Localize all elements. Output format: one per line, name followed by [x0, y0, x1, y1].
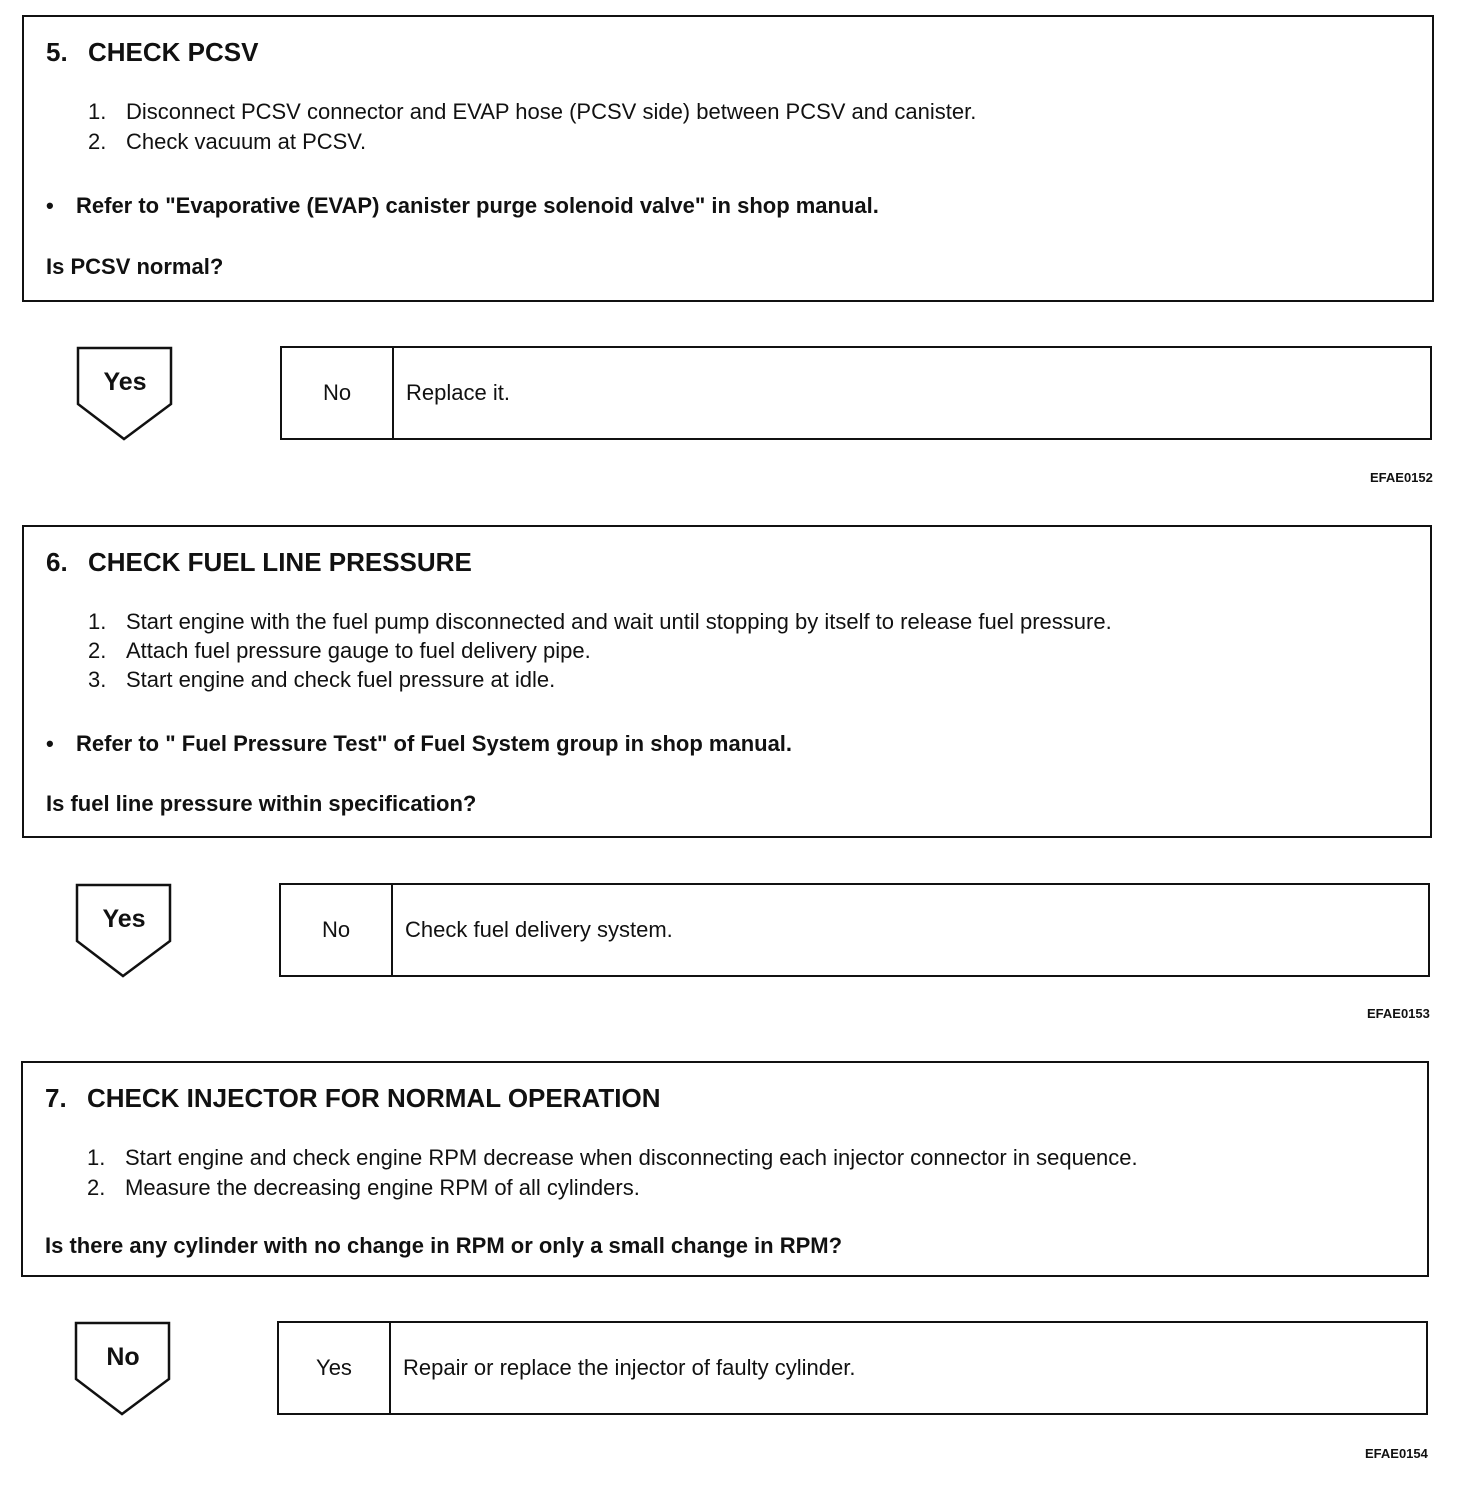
step-5-figure-code: EFAE0152 [1370, 470, 1433, 485]
step-5-box [22, 15, 1434, 302]
bullet-icon: • [46, 731, 54, 756]
step-7-title: 7. CHECK INJECTOR FOR NORMAL OPERATION [45, 1083, 661, 1113]
step-7-alt-action: Repair or replace the injector of faulty cylinder. [403, 1355, 856, 1380]
bullet-icon: • [46, 193, 54, 218]
step-7-alt-result [277, 1321, 1428, 1415]
step-7-instruction: 2. Measure the decreasing engine RPM of all cylinders. [87, 1175, 640, 1200]
step-6-instruction: 1. Start engine with the fuel pump disconnected and wait until stopping by itself to release fuel pressure. [88, 609, 1112, 634]
step-6-instruction: 3. Start engine and check fuel pressure at idle. [88, 667, 556, 692]
step-6-title: 6. CHECK FUEL LINE PRESSURE [46, 547, 472, 577]
step-5-note: • Refer to "Evaporative (EVAP) canister purge solenoid valve" in shop manual. [46, 193, 879, 218]
step-6-instruction: 2. Attach fuel pressure gauge to fuel delivery pipe. [88, 638, 591, 663]
step-6-alt-action: Check fuel delivery system. [405, 917, 673, 942]
step-6-box [22, 525, 1432, 838]
step-6-alt-label: No [281, 885, 393, 975]
step-7-box [21, 1061, 1429, 1277]
step-7-question: Is there any cylinder with no change in RPM or only a small change in RPM? [45, 1233, 843, 1258]
step-5-proceed-label: Yes [103, 368, 147, 396]
step-7-alt-label: Yes [279, 1323, 391, 1413]
step-7-proceed-label: No [106, 1343, 140, 1371]
step-5-proceed-arrow [76, 346, 174, 442]
step-5-alt-label: No [282, 348, 394, 438]
step-5-instruction: 2. Check vacuum at PCSV. [88, 129, 367, 154]
step-5-alt-action: Replace it. [406, 380, 510, 405]
step-6-proceed-arrow [75, 883, 173, 979]
step-7-instruction: 1. Start engine and check engine RPM decrease when disconnecting each injector connector in sequence. [87, 1145, 1138, 1170]
step-6-figure-code: EFAE0153 [1367, 1006, 1430, 1021]
step-6-note: • Refer to " Fuel Pressure Test" of Fuel System group in shop manual. [46, 731, 793, 756]
step-6-question: Is fuel line pressure within specification? [46, 791, 477, 816]
step-5-instruction: 1. Disconnect PCSV connector and EVAP hose (PCSV side) between PCSV and canister. [88, 99, 977, 124]
step-5-title: 5. CHECK PCSV [46, 37, 259, 67]
step-7-proceed-arrow [74, 1321, 172, 1417]
step-6-proceed-label: Yes [102, 905, 146, 933]
step-5-question: Is PCSV normal? [46, 254, 224, 279]
step-6-alt-result [279, 883, 1430, 977]
step-5-alt-result [280, 346, 1432, 440]
step-7-figure-code: EFAE0154 [1365, 1446, 1428, 1461]
